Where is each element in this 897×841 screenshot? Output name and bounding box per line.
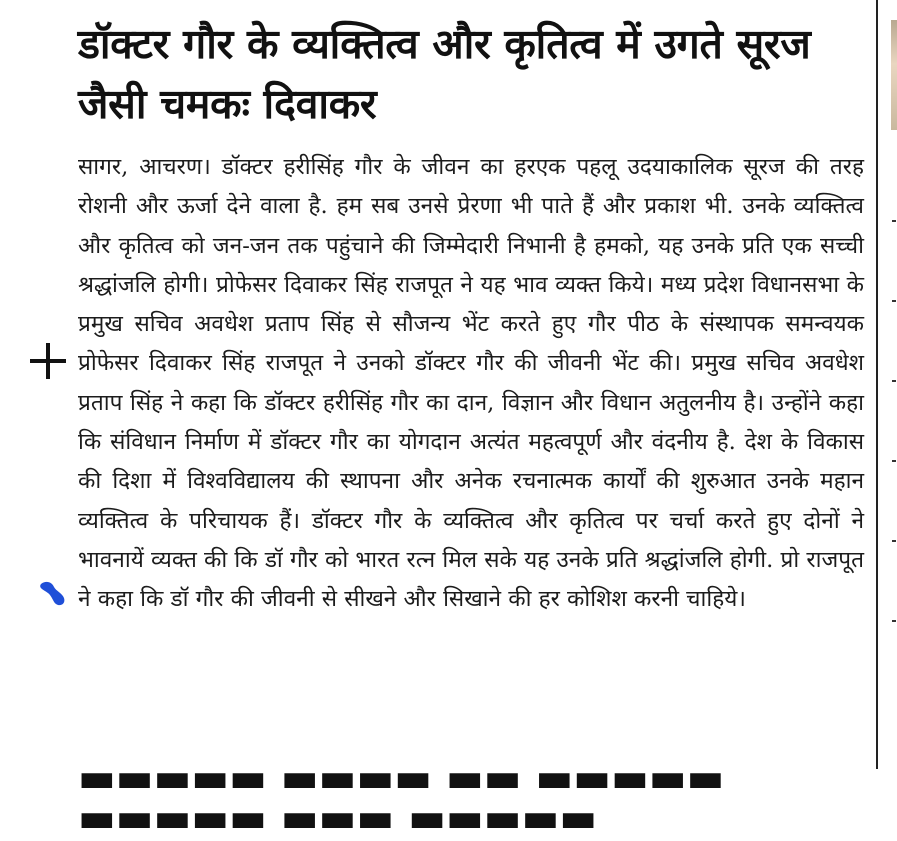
- article-body: सागर, आचरण। डॉक्टर हरीसिंह गौर के जीवन का हरएक पहलू उदयाकालिक सूरज की तरह रोशनी और ऊर्जा देने वाला है. हम सब उनसे प्रेरणा भी पाते हैं और प्रकाश भी. उनके व्यक्तित्व और कृतित्व को जन-जन तक पहुंचाने की जिम्मेदारी निभानी है हमको, यह उनके प्रति एक सच्ची श्रद्धांजलि होगी। प्रोफेसर दिवाकर सिंह राजपूत ने यह भाव व्यक्त किये। मध्य प्रदेश विधानसभा के प्रमुख सचिव अवधेश प्रताप सिंह से सौजन्य भेंट करते हुए गौर पीठ के संस्थापक समन्वयक प्रोफेसर दिवाकर सिंह राजपूत ने उनको डॉक्टर गौर की जीवनी भेंट की। प्रमुख सचिव अवधेश प्रताप सिंह ने कहा कि डॉक्टर हरीसिंह गौर का दान, विज्ञान और विधान अतुलनीय है। उन्होंने कहा कि संविधान निर्माण में डॉक्टर गौर का योगदान अत्यंत महत्वपूर्ण और वंदनीय है. देश के विकास की दिशा में विश्वविद्यालय की स्थापना और अनेक रचनात्मक कार्यों की शुरुआत उनके महान व्यक्तित्व के परिचायक हैं। डॉक्टर गौर के व्यक्तित्व और कृतित्व पर चर्चा करते हुए दोनों ने भावनायें व्यक्त की कि डॉ गौर को भारत रत्न मिल सके यह उनके प्रति श्रद्धांजलि होगी. प्रो राजपूत ने कहा कि डॉ गौर की जीवनी से सीखने और सिखाने की हर कोशिश करनी चाहिये।: [78, 154, 864, 613]
- crosshair-cursor-icon: [30, 343, 66, 379]
- adjacent-column-tick: [892, 620, 896, 622]
- adjacent-column-tick: [892, 300, 896, 302]
- adjacent-column-tick: [892, 220, 896, 222]
- adjacent-column-tick: [892, 460, 896, 462]
- blue-marker-icon: [38, 578, 68, 608]
- news-article: [78, 14, 864, 620]
- column-divider: [876, 0, 878, 769]
- adjacent-column-tick: [892, 380, 896, 382]
- next-article-headline-fragment: [78, 752, 838, 841]
- article-headline: डॉक्टर गौर के व्यक्तित्व और कृतित्व में उगते सूरज जैसी चमकः दिवाकर: [78, 20, 811, 128]
- adjacent-column-tick: [892, 540, 896, 542]
- next-headline-text-cropped: ▬▬▬▬▬ ▬▬▬▬ ▬▬ ▬▬▬▬▬ ▬▬▬▬▬ ▬▬▬ ▬▬▬▬▬: [78, 755, 725, 841]
- adjacent-column-image-edge: [891, 20, 897, 130]
